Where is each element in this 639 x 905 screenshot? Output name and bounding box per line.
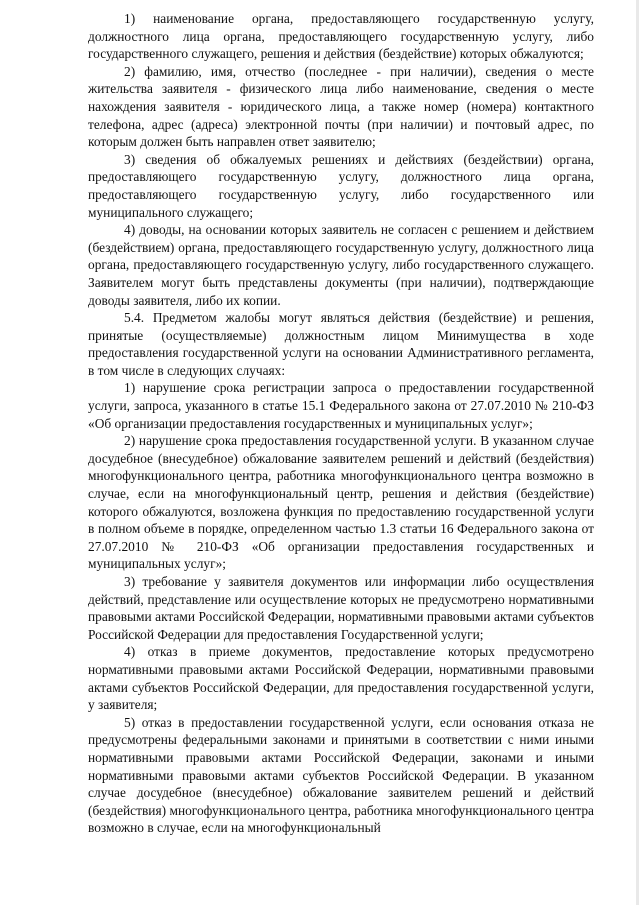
paragraph-case-5: 5) отказ в предоставлении государственной услуги, если основания отказа не предусмотрены федеральными законами и принятыми в соответствии с ними иными нормативными правовыми актами Российской Федерации, законами и иными нормативными правовыми актами субъектов Российской Федерации. В указанном случае досудебное (внесудебное) обжалование заявителем решений и действий (бездействия) многофункционального центра, работника многофункционального центра возможно в случае, если на многофункциональный [88, 714, 594, 836]
paragraph-item-4: 4) доводы, на основании которых заявитель не согласен с решением и действием (бездействием) органа, предоставляющего государственную услугу, должностного лица органа, предоставляющего государственную услугу, либо государственного служащего. Заявителем могут быть представлены документы (при наличии), подтверждающие доводы заявителя, либо их копии. [88, 222, 594, 308]
paragraph-case-2: 2) нарушение срока предоставления государственной услуги. В указанном случае досудебное (внесудебное) обжалование заявителем решений и действий (бездействия) многофункционального центра, работника многофункционального центра возможно в случае, если на многофункциональный центр, решения и действия (бездействие) которого обжалуются, возложена функция по предоставлению государственной услуги в полном объеме в порядке, определенном частью 1.3 статьи 16 Федерального закона от 27.07.2010 № 210-ФЗ «Об организации предоставления государственных и муниципальных услуг»; [88, 433, 594, 572]
paragraph-case-4: 4) отказ в приеме документов, предоставление которых предусмотрено нормативными правовыми актами Российской Федерации, нормативными правовыми актами субъектов Российской Федерации, для предоставления государственной услуги, у заявителя; [88, 644, 594, 713]
paragraph-item-2: 2) фамилию, имя, отчество (последнее - при наличии), сведения о месте жительства заявителя - физического лица либо наименование, сведения о месте нахождения заявителя - юридического лица, а также номер (номера) контактного телефона, адрес (адреса) электронной почты (при наличии) и почтовый адрес, по которым должен быть направлен ответ заявителю; [88, 63, 594, 150]
paragraph-item-1: 1) наименование органа, предоставляющего государственную услугу, должностного лица органа, предоставляющего государственную услугу, либо государственного служащего, решения и действия (бездействие) которых обжалуются; [88, 11, 594, 62]
paragraph-section-5-4: 5.4. Предметом жалобы могут являться действия (бездействие) и решения, принятые (осуществляемые) должностным лицом Минимущества в ходе предоставления государственной услуги на основании Административного регламента, в том числе в следующих случаях: [88, 310, 594, 378]
paragraph-case-1: 1) нарушение срока регистрации запроса о предоставлении государственной услуги, запроса, указанного в статье 15.1 Федерального закона от 27.07.2010 № 210-ФЗ «Об организации предоставления государственных и муниципальных услуг»; [88, 380, 594, 431]
paragraph-case-3: 3) требование у заявителя документов или информации либо осуществления действий, представление или осуществление которых не предусмотрено нормативными правовыми актами Российской Федерации, нормативными правовыми актами субъектов Российской Федерации для предоставления Государственной услуги; [88, 574, 594, 642]
paragraph-item-3: 3) сведения об обжалуемых решениях и действиях (бездействии) органа, предоставляющего государственную услугу, должностного лица органа, предоставляющего государственную услугу, либо государственного или муниципального служащего; [88, 151, 594, 220]
